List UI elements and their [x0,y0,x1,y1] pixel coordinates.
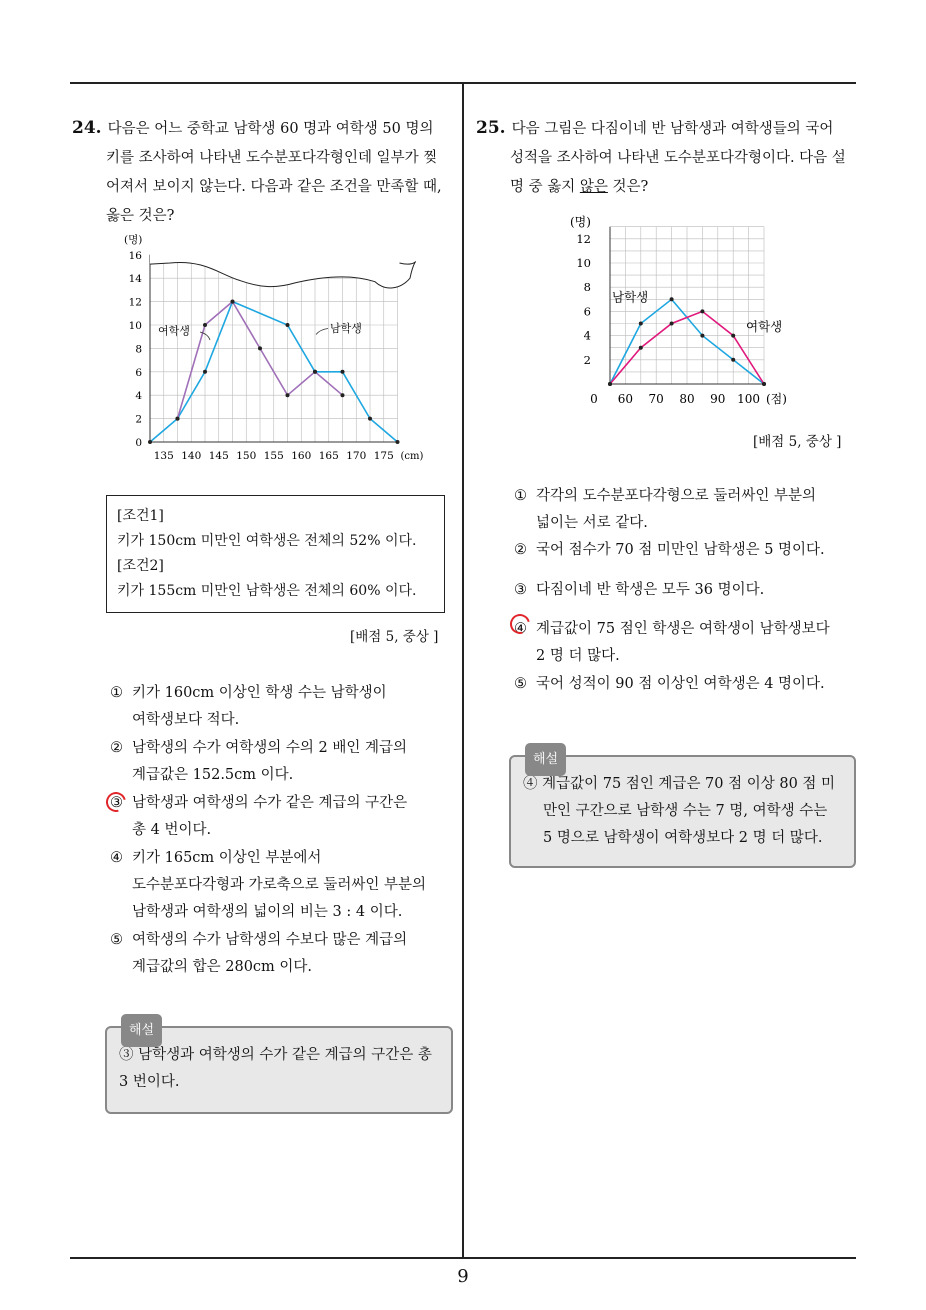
option-text: 국어 점수가 70 점 미만인 남학생은 5 명이다. [536,542,825,558]
y-tick-label: 14 [128,273,142,286]
option-number: ② [110,740,123,756]
option-number: ① [110,685,123,701]
option-text: 여학생보다 적다. [132,712,240,728]
data-point [670,322,674,326]
option-number: ③ [514,582,527,598]
y-unit-label: (명) [124,234,143,246]
option-text: 계급값이 75 점인 학생은 여학생이 남학생보다 [536,621,830,637]
q25-line: 것은? [607,179,649,195]
x-tick-label: 70 [648,392,664,406]
x-tick-label: 175 [373,450,394,462]
option-3[interactable] [514,577,764,604]
y-tick-label: 12 [576,231,591,246]
y-tick-label: 2 [135,413,142,426]
y-tick-label: 2 [583,352,591,367]
x-unit-label: (점) [766,392,787,406]
condition1-text: 키가 150cm 미만인 여학생은 전체의 52% 이다. [117,533,417,549]
x-tick-label: 100 [737,392,761,406]
option-text: 키가 160cm 이상인 학생 수는 남학생이 [132,685,387,701]
y-unit-label: (명) [570,215,591,229]
solution-line: 5 명으로 남학생이 여학생보다 2 명 더 많다. [543,830,823,846]
label-leader [316,329,328,335]
y-tick-label: 0 [135,437,142,449]
y-tick-label: 10 [128,320,142,332]
x-tick-label: 145 [208,450,229,462]
data-point [700,309,704,313]
data-point [286,393,290,397]
solution-line: ③ 남학생과 여학생의 수가 같은 계급의 구간은 총 [119,1047,432,1063]
column-divider [462,84,464,1259]
data-point [396,440,400,444]
data-point [203,370,207,374]
x-tick-label: 155 [263,450,284,462]
option-text: 여학생의 수가 남학생의 수보다 많은 계급의 [132,932,408,948]
q24-line: 옳은 것은? [106,208,175,224]
y-tick-label: 8 [583,280,591,295]
x-tick-label: 135 [153,450,174,462]
y-tick-label: 6 [583,304,591,319]
q25-underlined: 않은 [579,179,608,195]
q25-solution-box [509,752,856,868]
option-text: 총 4 번이다. [132,822,212,838]
option-5[interactable] [514,671,825,698]
y-tick-label: 4 [135,390,142,403]
q24-conditions-box [106,495,445,613]
series-label-male: 남학생 [330,322,362,336]
data-point [203,323,207,327]
page-number: 9 [457,1266,469,1287]
option-number: ③ [110,795,123,811]
option-text: 남학생과 여학생의 넓이의 비는 3 : 4 이다. [132,904,403,920]
q24-line: 어져서 보이지 않는다. 다음과 같은 조건을 만족할 때, [106,179,442,195]
series-label-male: 남학생 [612,289,649,305]
option-1[interactable] [110,680,387,734]
q25-points: [배점 5, 중상 ] [753,434,842,450]
solution-tag: 해설 [525,743,566,776]
option-text: 국어 성적이 90 점 이상인 여학생은 4 명이다. [536,676,825,692]
x-tick-label: 150 [236,450,257,462]
condition2-title: [조건2] [117,558,164,574]
option-text: 남학생과 여학생의 수가 같은 계급의 구간은 [132,795,408,811]
q24-points: [배점 5, 중상 ] [350,629,439,645]
data-point [231,300,235,304]
x-tick-label: 0 [590,392,598,406]
data-point [368,417,372,421]
series-label-female: 여학생 [746,318,783,334]
q24-chart [110,228,450,468]
option-4[interactable] [110,845,426,926]
q25-line: 다음 그림은 다짐이네 반 남학생과 여학생들의 국어 [511,121,834,137]
data-point [639,346,643,350]
option-text: 넓이는 서로 같다. [536,515,648,531]
q24-text [72,114,457,231]
option-number: ② [514,542,527,558]
option-5[interactable] [110,927,407,981]
data-point [341,393,345,397]
q25-number: 25. [476,118,506,138]
data-point [608,382,612,386]
option-text: 도수분포다각형과 가로축으로 둘러싸인 부분의 [132,877,426,893]
condition1-title: [조건1] [117,508,164,524]
solution-line: 만인 구간으로 남학생 수는 7 명, 여학생 수는 [543,803,828,819]
option-text: 계급값은 152.5cm 이다. [132,767,294,783]
x-tick-label: 60 [617,392,634,406]
option-text: 다짐이네 반 학생은 모두 36 명이다. [536,582,765,598]
q25-line: 명 중 옳지 [510,179,580,195]
q25-chart [570,212,812,412]
condition2-text: 키가 155cm 미만인 남학생은 전체의 60% 이다. [117,583,417,599]
data-point [762,382,766,386]
x-tick-label: 160 [291,450,312,462]
option-text: 남학생의 수가 여학생의 수의 2 배인 계급의 [132,740,407,756]
option-1[interactable] [514,483,816,537]
option-3[interactable] [110,790,407,844]
q24-number: 24. [72,118,102,138]
data-point [286,323,290,327]
q24-line: 다음은 어느 중학교 남학생 60 명과 여학생 50 명의 [107,121,434,137]
data-point [731,334,735,338]
y-tick-label: 16 [128,249,142,262]
option-4[interactable] [514,616,830,670]
torn-mask [110,228,450,288]
data-point [670,297,674,301]
solution-tag: 해설 [121,1014,162,1047]
x-tick-label: 90 [710,392,726,406]
option-text: 계급값의 합은 280cm 이다. [132,959,313,975]
data-point [258,346,262,350]
x-tick-label: 170 [346,450,367,462]
y-tick-label: 12 [128,296,142,309]
q25-text [476,114,861,202]
y-tick-label: 10 [576,256,591,270]
option-number: ⑤ [110,932,123,948]
option-2[interactable] [514,537,825,564]
option-text: 2 명 더 많다. [536,648,620,664]
data-point [148,440,152,444]
option-number: ④ [110,850,123,866]
x-tick-label: 80 [679,392,695,406]
data-point [341,370,345,374]
option-number: ① [514,488,527,504]
data-point [313,370,317,374]
x-tick-label: 165 [318,450,339,462]
option-text: 키가 165cm 이상인 부분에서 [132,850,322,866]
solution-line: ④ 계급값이 75 점인 계급은 70 점 이상 80 점 미 [523,776,836,792]
y-tick-label: 8 [135,343,142,356]
data-point [731,358,735,362]
y-tick-label: 4 [583,328,591,343]
option-text: 각각의 도수분포다각형으로 둘러싸인 부분의 [536,488,816,504]
option-number: ⑤ [514,676,527,692]
option-2[interactable] [110,735,407,789]
data-point [176,417,180,421]
q25-line: 성적을 조사하여 나타낸 도수분포다각형이다. 다음 설 [510,150,846,166]
series-label-female: 여학생 [158,324,190,338]
y-tick-label: 6 [135,366,142,379]
q24-line: 키를 조사하여 나타낸 도수분포다각형인데 일부가 찢 [106,150,438,166]
data-point [700,334,704,338]
option-number: ④ [514,621,527,637]
x-tick-label: 140 [181,450,202,462]
bottom-rule [70,1257,856,1259]
data-point [639,322,643,326]
q24-solution-box [105,1023,453,1114]
x-unit-label: (cm) [400,451,424,462]
solution-line: 3 번이다. [119,1074,180,1090]
